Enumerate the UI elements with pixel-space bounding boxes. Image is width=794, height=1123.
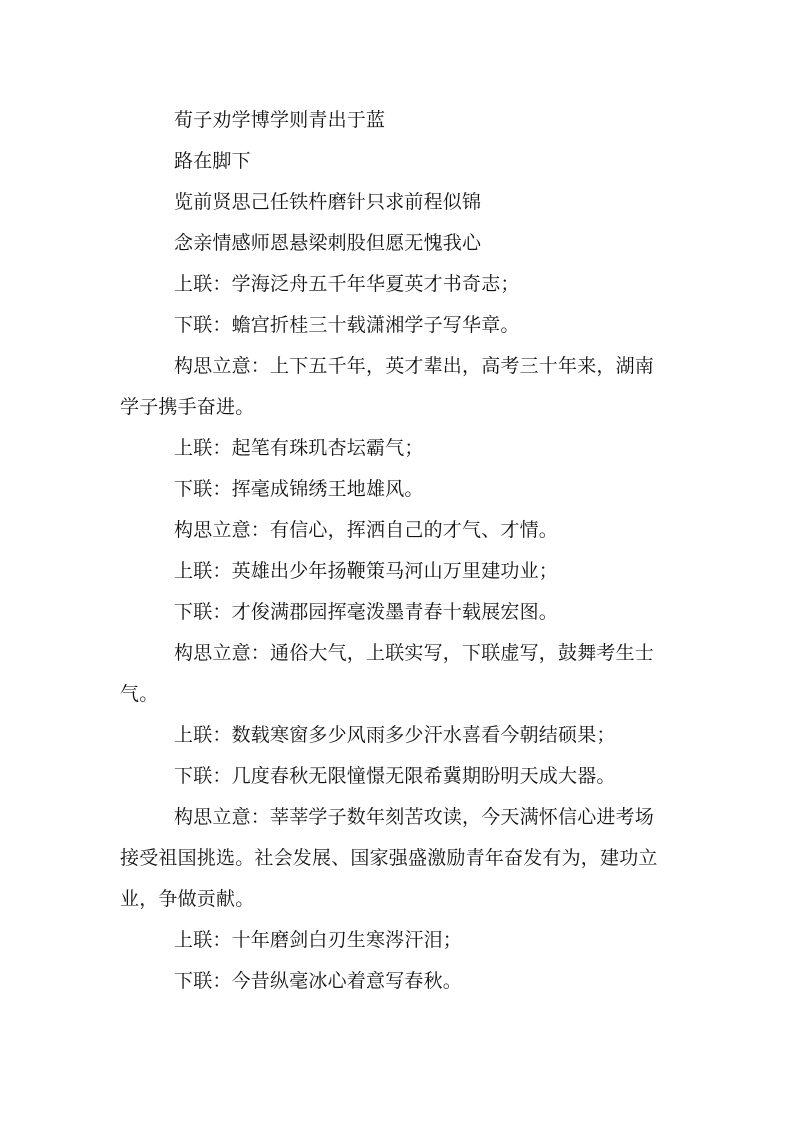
paragraph-upper-couplet: 上联：数载寒窗多少风雨多少汗水喜看今朝结硕果；: [174, 724, 616, 746]
paragraph-lower-couplet: 下联：挥毫成锦绣王地雄风。: [174, 478, 424, 500]
paragraph-upper-couplet: 上联：十年磨剑白刃生寒涔汗泪；: [174, 929, 463, 951]
paragraph-upper-couplet: 上联：起笔有珠玑杏坛霸气；: [174, 437, 424, 459]
paragraph-concept: 构思立意：有信心，挥洒自己的才气、才情。: [174, 519, 559, 541]
paragraph-lower-couplet: 下联：几度春秋无限憧憬无限希冀期盼明天成大器。: [174, 765, 616, 787]
paragraph-concept: 构思立意：通俗大气，上联实写，下联虚写，鼓舞考生士气。: [120, 642, 655, 705]
paragraph-lower-couplet: 下联：今昔纵毫冰心着意写春秋。: [174, 970, 463, 992]
paragraph-lower-couplet: 下联：才俊满郡园挥毫泼墨青春十载展宏图。: [174, 601, 559, 623]
paragraph-upper-couplet: 上联：英雄出少年扬鞭策马河山万里建功业；: [174, 560, 559, 582]
document-body: [120, 100, 672, 1002]
paragraph-concept: 构思立意：上下五千年，英才辈出，高考三十年来，湖南学子携手奋进。: [120, 355, 655, 418]
paragraph-couplet-line: 念亲情感师恩悬梁刺股但愿无愧我心: [174, 232, 482, 254]
paragraph-concept: 构思立意：莘莘学子数年刻苦攻读，今天满怀信心进考场接受祖国挑选。社会发展、国家强盛激励青年奋发有为，建功立业，争做贡献。: [120, 806, 658, 910]
paragraph-upper-couplet: 上联：学海泛舟五千年华夏英才书奇志；: [174, 273, 520, 295]
paragraph-subtitle: 路在脚下: [174, 150, 251, 172]
paragraph-title: 荀子劝学博学则青出于蓝: [174, 109, 386, 131]
paragraph-couplet-line: 览前贤思己任铁杵磨针只求前程似锦: [174, 191, 482, 213]
paragraph-lower-couplet: 下联：蟾宫折桂三十载潇湘学子写华章。: [174, 314, 520, 336]
